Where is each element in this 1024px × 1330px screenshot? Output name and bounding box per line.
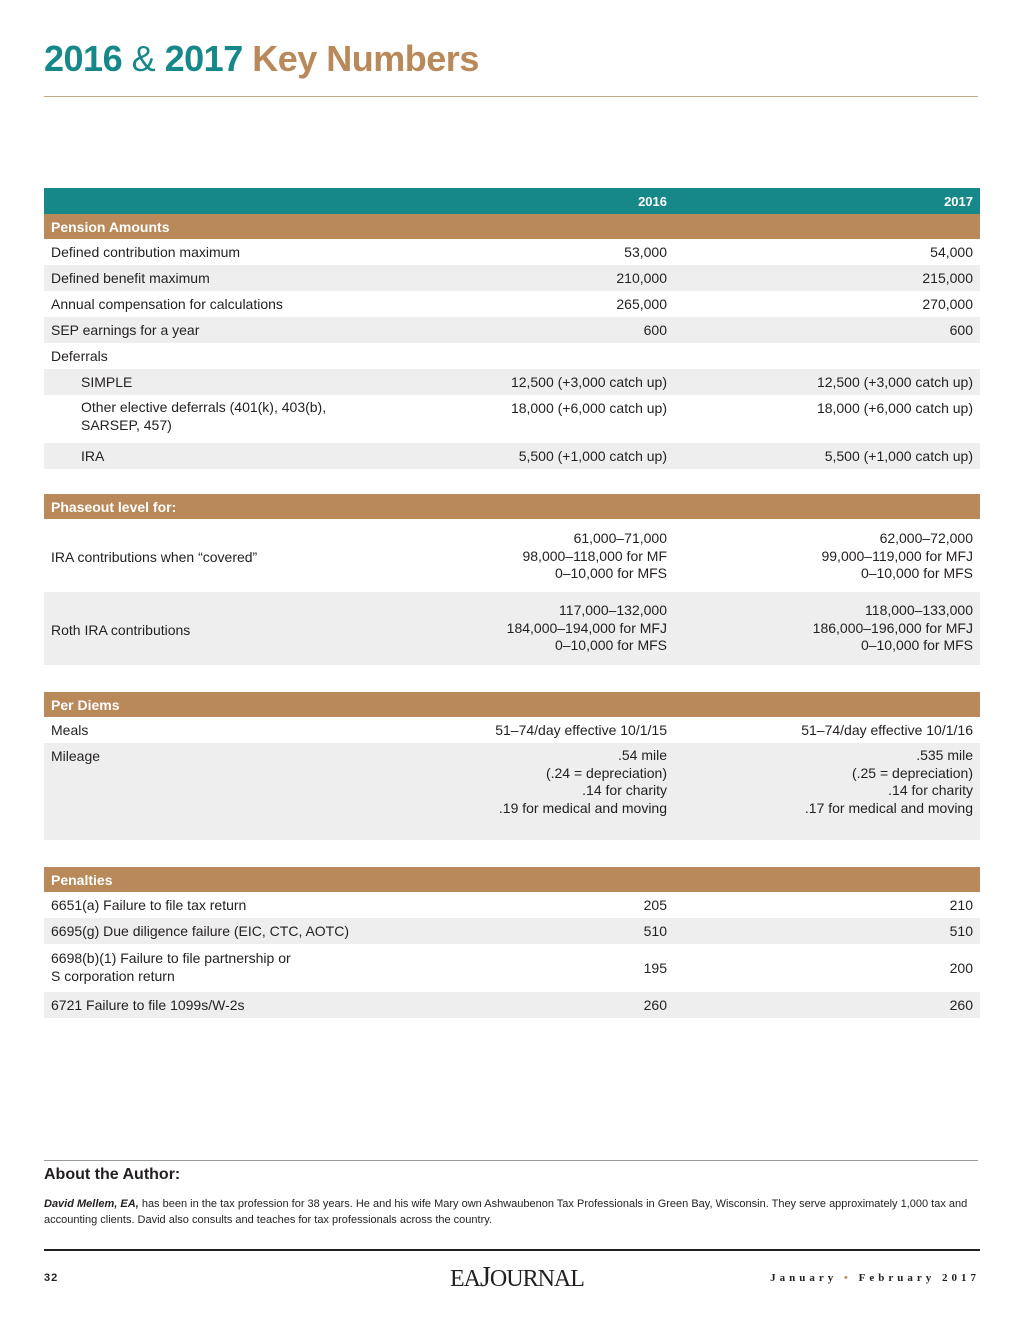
- value-2017: 54,000: [930, 244, 973, 260]
- value-2016: [499, 747, 667, 817]
- table-row-deferrals: [44, 343, 980, 369]
- row-label: Defined benefit maximum: [51, 270, 210, 286]
- table-row: [44, 443, 980, 469]
- table-row: [44, 918, 980, 944]
- author-bio: has been in the tax profession for 38 years. He and his wife Mary own Ashwaubenon Tax Professionals in Green Bay, Wisconsin. They serve approximately 1,000 tax and accounting clients. David also consults and teaches for tax professionals across the country.: [44, 1198, 968, 1226]
- row-label: Mileage: [51, 748, 101, 764]
- row-label: Deferrals: [51, 348, 108, 364]
- value-line: 61,000–71,000: [573, 530, 667, 546]
- section-phaseout: [44, 494, 980, 519]
- issue-date: [770, 1272, 980, 1284]
- value-2016: 265,000: [616, 296, 667, 312]
- footer-divider: [44, 1249, 980, 1251]
- value-line: .54 mile: [617, 747, 667, 763]
- section-heading: Phaseout level for:: [51, 499, 177, 515]
- title-ampersand: &: [131, 38, 156, 79]
- row-label: [81, 399, 326, 434]
- table-row: [44, 944, 980, 992]
- phaseout-table: [44, 494, 980, 665]
- column-header-2016: 2016: [638, 194, 667, 209]
- value-2016: 260: [643, 997, 667, 1013]
- row-label: 6695(g) Due diligence failure (EIC, CTC, AOTC): [51, 923, 349, 939]
- per-diems-table: [44, 692, 980, 840]
- value-line: 118,000–133,000: [865, 602, 973, 618]
- table-row: [44, 743, 980, 840]
- section-heading: Per Diems: [51, 697, 120, 713]
- value-line: 0–10,000 for MFS: [554, 565, 667, 581]
- table-row: [44, 395, 980, 443]
- row-label: Defined contribution maximum: [51, 244, 241, 260]
- issue-month-start: January: [770, 1272, 838, 1284]
- row-label: IRA: [81, 448, 105, 464]
- value-line: 184,000–194,000 for MFJ: [506, 619, 667, 636]
- value-2016: 510: [643, 923, 667, 939]
- value-2017: 12,500 (+3,000 catch up): [816, 374, 973, 390]
- value-line: 99,000–119,000 for MFJ: [821, 547, 973, 564]
- row-label-line: S corporation return: [51, 967, 175, 984]
- value-line: 62,000–72,000: [879, 530, 973, 546]
- value-2016: [522, 530, 667, 583]
- table-row: [44, 265, 980, 291]
- value-2016: 205: [643, 897, 667, 913]
- author-name: David Mellem, EA,: [44, 1198, 139, 1210]
- table-row: [44, 369, 980, 395]
- value-2017: 5,500 (+1,000 catch up): [824, 448, 973, 464]
- logo-j: J: [480, 1262, 490, 1293]
- row-label: SEP earnings for a year: [51, 322, 200, 338]
- value-2016: 51–74/day effective 10/1/15: [495, 722, 667, 738]
- value-2016: 12,500 (+3,000 catch up): [510, 374, 667, 390]
- value-2016: 5,500 (+1,000 catch up): [518, 448, 667, 464]
- key-numbers-table: [44, 188, 980, 469]
- page-number: 32: [44, 1272, 59, 1284]
- table-row: [44, 291, 980, 317]
- value-2016: 53,000: [624, 244, 667, 260]
- value-2016: 210,000: [616, 270, 667, 286]
- value-line: 0–10,000 for MFS: [860, 565, 973, 581]
- row-label: 6721 Failure to file 1099s/W-2s: [51, 997, 245, 1013]
- value-line: (.25 = depreciation): [851, 764, 973, 781]
- title-divider: [44, 96, 978, 97]
- table-row: [44, 519, 980, 592]
- value-line: 0–10,000 for MFS: [860, 637, 973, 653]
- value-2017: 51–74/day effective 10/1/16: [801, 722, 973, 738]
- bullet-icon: •: [844, 1272, 852, 1284]
- value-2017: 270,000: [922, 296, 973, 312]
- value-line: .14 for charity: [582, 782, 667, 798]
- title-year-2017: 2017: [164, 38, 243, 79]
- table-row: [44, 717, 980, 743]
- about-body: [44, 1196, 974, 1228]
- value-line: 0–10,000 for MFS: [554, 637, 667, 653]
- value-line: .14 for charity: [888, 782, 973, 798]
- row-label: [51, 950, 291, 985]
- about-divider: [44, 1160, 978, 1161]
- value-2017: 600: [949, 322, 973, 338]
- row-label: Annual compensation for calculations: [51, 296, 283, 312]
- row-label: Meals: [51, 722, 89, 738]
- section-penalties: [44, 867, 980, 892]
- issue-month-end: February 2017: [858, 1272, 980, 1284]
- about-heading: About the Author:: [44, 1166, 181, 1183]
- value-2016: 195: [643, 960, 667, 976]
- row-label-line: SARSEP, 457): [81, 416, 172, 433]
- penalties-table: [44, 867, 980, 1018]
- value-2017: [821, 530, 973, 583]
- table-row: [44, 992, 980, 1018]
- logo-journal: OURNAL: [489, 1266, 584, 1292]
- value-line: (.24 = depreciation): [545, 764, 667, 781]
- value-2017: 215,000: [922, 270, 973, 286]
- title-key-numbers: Key Numbers: [252, 38, 479, 79]
- table-row: [44, 239, 980, 265]
- value-line: .535 mile: [916, 747, 973, 763]
- section-pension-amounts: [44, 214, 980, 239]
- value-line: 117,000–132,000: [559, 602, 667, 618]
- value-line: .17 for medical and moving: [804, 799, 973, 816]
- row-label-line: Other elective deferrals (401(k), 403(b),: [81, 399, 327, 415]
- value-line: 98,000–118,000 for MF: [522, 547, 667, 564]
- value-2016: [507, 602, 667, 655]
- logo-ea: EA: [450, 1266, 480, 1292]
- value-2017: [813, 602, 973, 655]
- value-2016: 18,000 (+6,000 catch up): [510, 400, 667, 416]
- value-line: .19 for medical and moving: [498, 799, 667, 816]
- row-label: SIMPLE: [81, 374, 133, 390]
- column-header-2017: 2017: [944, 194, 973, 209]
- value-2017: 260: [949, 997, 973, 1013]
- value-2017: 18,000 (+6,000 catch up): [816, 400, 973, 416]
- section-heading: Penalties: [51, 872, 113, 888]
- section-heading: Pension Amounts: [51, 219, 170, 235]
- row-label: IRA contributions when “covered”: [51, 549, 258, 565]
- table-header: [44, 188, 980, 214]
- row-label: Roth IRA contributions: [51, 622, 191, 638]
- row-label: 6651(a) Failure to file tax return: [51, 897, 247, 913]
- ea-journal-logo: [450, 1262, 584, 1294]
- value-line: 186,000–196,000 for MFJ: [812, 619, 973, 636]
- value-2017: 510: [949, 923, 973, 939]
- table-row: [44, 592, 980, 665]
- value-2016: 600: [643, 322, 667, 338]
- row-label-line: 6698(b)(1) Failure to file partnership or: [51, 950, 291, 966]
- title-year-2016: 2016: [44, 38, 123, 79]
- value-2017: [805, 747, 973, 817]
- table-row: [44, 892, 980, 918]
- section-per-diems: [44, 692, 980, 717]
- table-row: [44, 317, 980, 343]
- page-title: [44, 38, 479, 80]
- value-2017: 210: [949, 897, 973, 913]
- value-2017: 200: [949, 960, 973, 976]
